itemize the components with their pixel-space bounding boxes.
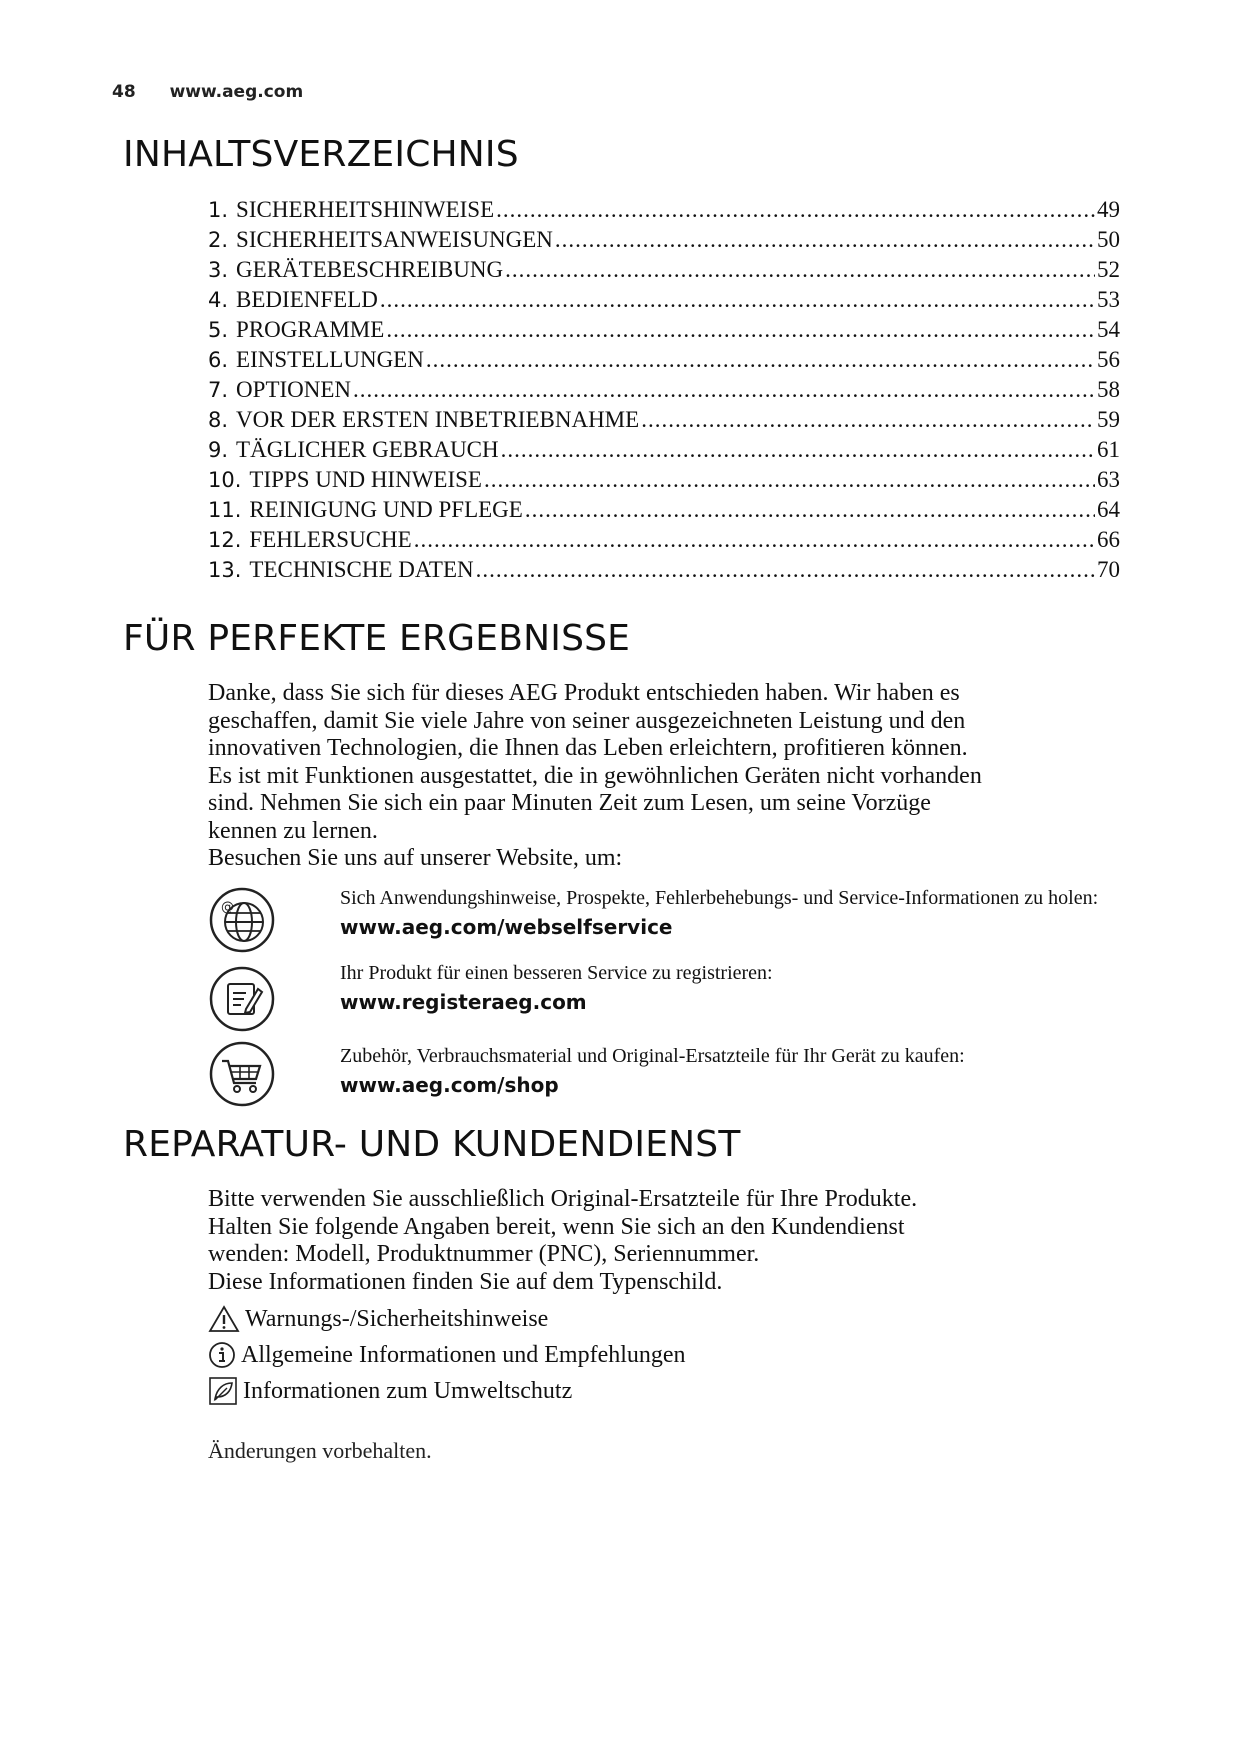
symbol-legend (208, 1301, 686, 1409)
toc-entry-number: 4. (208, 288, 229, 312)
toc-entry-label: SICHERHEITSANWEISUNGEN (236, 227, 553, 252)
toc-leader-dots (380, 287, 1095, 313)
toc-leader-dots (386, 317, 1095, 343)
toc-entry[interactable] (208, 287, 1120, 317)
toc-entry-label: BEDIENFELD (236, 287, 378, 312)
intro-line: kennen zu lernen. (208, 817, 378, 844)
warning-icon (208, 1305, 240, 1333)
toc-entry-page: 49 (1097, 197, 1120, 222)
toc-entry-page: 59 (1097, 407, 1120, 432)
toc-entry-page: 52 (1097, 257, 1120, 282)
registration-icon (208, 965, 276, 1033)
toc-entry-label: VOR DER ERSTEN INBETRIEBNAHME (236, 407, 640, 432)
service-title: REPARATUR- UND KUNDENDIENST (123, 1124, 741, 1165)
toc-entry[interactable] (208, 257, 1120, 287)
intro-line: Es ist mit Funktionen ausgestattet, die in gewöhnlichen Geräten nicht vorhanden (208, 762, 982, 789)
web-link-text (340, 961, 1100, 1015)
toc-entry-number: 1. (208, 198, 229, 222)
toc-entry-number: 6. (208, 348, 229, 372)
environment-leaf-icon (208, 1376, 238, 1406)
toc-entry-label: SICHERHEITSHINWEISE (236, 197, 495, 222)
toc-entry[interactable] (208, 197, 1120, 227)
legend-item-info (208, 1337, 686, 1373)
toc-leader-dots (353, 377, 1095, 403)
web-link-description: Zubehör, Verbrauchsmaterial und Original-Ersatzteile für Ihr Gerät zu kaufen: (340, 1045, 965, 1067)
toc-entry-number: 3. (208, 258, 229, 282)
toc-entry-page: 50 (1097, 227, 1120, 252)
shopping-cart-icon (208, 1040, 276, 1108)
shop-link[interactable]: www.aeg.com/shop (340, 1073, 559, 1097)
globe-icon (208, 886, 276, 954)
service-line: Halten Sie folgende Angaben bereit, wenn Sie sich an den Kundendienst (208, 1213, 905, 1240)
registeraeg-link[interactable]: www.registeraeg.com (340, 990, 587, 1014)
toc-entry[interactable] (208, 227, 1120, 257)
toc-entry-page: 64 (1097, 497, 1120, 522)
table-of-contents (208, 197, 1120, 587)
toc-entry-number: 5. (208, 318, 229, 342)
toc-entry[interactable] (208, 527, 1120, 557)
toc-leader-dots (525, 497, 1095, 523)
toc-entry-page: 56 (1097, 347, 1120, 372)
intro-line: geschaffen, damit Sie viele Jahre von seiner ausgezeichneten Leistung und den (208, 707, 966, 734)
toc-title: INHALTSVERZEICHNIS (123, 134, 519, 175)
toc-entry-number: 8. (208, 408, 229, 432)
intro-text (208, 680, 1068, 873)
toc-entry-page: 61 (1097, 437, 1120, 462)
intro-line: Danke, dass Sie sich für dieses AEG Produkt entschieden haben. Wir haben es (208, 680, 960, 706)
web-link-text (340, 886, 1100, 940)
toc-entry-number: 12. (208, 528, 242, 552)
toc-leader-dots (414, 527, 1095, 553)
toc-entry-label: TECHNISCHE DATEN (249, 557, 474, 582)
results-title: FÜR PERFEKTE ERGEBNISSE (123, 618, 631, 659)
toc-entry-label: PROGRAMME (236, 317, 385, 342)
service-line: wenden: Modell, Produktnummer (PNC), Seriennummer. (208, 1241, 760, 1267)
toc-leader-dots (555, 227, 1095, 253)
legend-label: Allgemeine Informationen und Empfehlungen (241, 1341, 686, 1368)
toc-entry-number: 9. (208, 438, 229, 462)
toc-entry-number: 2. (208, 228, 229, 252)
toc-entry[interactable] (208, 347, 1120, 377)
info-icon (208, 1341, 236, 1369)
toc-leader-dots (476, 557, 1095, 583)
svg-text:@: @ (221, 900, 234, 915)
intro-line: innovativen Technologien, die Ihnen das Leben erleichtern, profitieren können. (208, 735, 968, 761)
toc-entry-page: 53 (1097, 287, 1120, 312)
toc-entry-page: 58 (1097, 377, 1120, 402)
toc-entry-label: TIPPS UND HINWEISE (249, 467, 482, 492)
toc-leader-dots (505, 257, 1095, 283)
toc-entry-number: 10. (208, 468, 242, 492)
legend-item-warning (208, 1301, 686, 1337)
toc-leader-dots (641, 407, 1095, 433)
toc-entry[interactable] (208, 317, 1120, 347)
toc-leader-dots (426, 347, 1095, 373)
toc-entry-page: 66 (1097, 527, 1120, 552)
service-line: Diese Informationen finden Sie auf dem Typenschild. (208, 1268, 723, 1295)
toc-entry-label: EINSTELLUNGEN (236, 347, 424, 372)
toc-entry-number: 7. (208, 378, 229, 402)
toc-entry-label: REINIGUNG UND PFLEGE (249, 497, 523, 522)
toc-entry-page: 70 (1097, 557, 1120, 582)
toc-leader-dots (501, 437, 1095, 463)
toc-leader-dots (496, 197, 1095, 223)
toc-entry[interactable] (208, 467, 1120, 497)
web-link-description: Sich Anwendungshinweise, Prospekte, Fehlerbehebungs- und Service-Informationen zu holen: (340, 887, 1099, 909)
legend-label: Informationen zum Umweltschutz (243, 1377, 573, 1404)
toc-entry-number: 13. (208, 558, 242, 582)
toc-entry[interactable] (208, 437, 1120, 467)
toc-entry[interactable] (208, 497, 1120, 527)
toc-leader-dots (484, 467, 1095, 493)
page-number: 48 (112, 82, 136, 102)
web-link-description: Ihr Produkt für einen besseren Service zu registrieren: (340, 962, 773, 984)
toc-entry-page: 63 (1097, 467, 1120, 492)
legend-label: Warnungs-/Sicherheitshinweise (245, 1305, 549, 1332)
intro-line: Besuchen Sie uns auf unserer Website, um: (208, 845, 623, 871)
website-link[interactable]: www.aeg.com (169, 82, 304, 102)
toc-entry-number: 11. (208, 498, 242, 522)
toc-entry-label: FEHLERSUCHE (249, 527, 412, 552)
service-line: Bitte verwenden Sie ausschließlich Original-Ersatzteile für Ihre Produkte. (208, 1186, 918, 1212)
page-header (112, 82, 303, 102)
toc-entry-label: TÄGLICHER GEBRAUCH (236, 437, 499, 462)
toc-entry[interactable] (208, 407, 1120, 437)
toc-entry-label: OPTIONEN (236, 377, 352, 402)
legend-item-environment (208, 1373, 686, 1409)
service-text (208, 1186, 1068, 1296)
changes-reserved-note: Änderungen vorbehalten. (208, 1438, 432, 1463)
web-link-text (340, 1044, 1100, 1098)
intro-line: sind. Nehmen Sie sich ein paar Minuten Zeit zum Lesen, um seine Vorzüge (208, 790, 931, 816)
toc-entry[interactable] (208, 557, 1120, 587)
toc-entry-label: GERÄTEBESCHREIBUNG (236, 257, 504, 282)
toc-entry-page: 54 (1097, 317, 1120, 342)
webselfservice-link[interactable]: www.aeg.com/webselfservice (340, 915, 673, 939)
toc-entry[interactable] (208, 377, 1120, 407)
